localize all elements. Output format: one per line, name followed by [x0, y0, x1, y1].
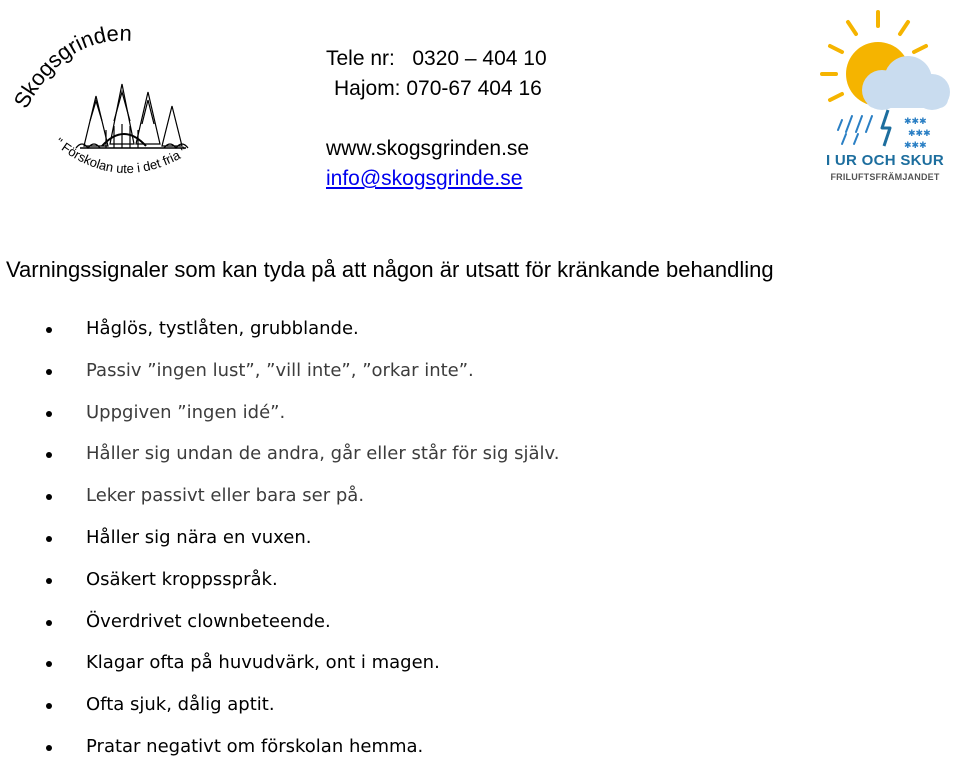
svg-text:✱✱✱: ✱✱✱ [904, 117, 927, 127]
list-item [0, 569, 559, 611]
list-item [0, 485, 559, 527]
list-item-text: Pratar negativt om förskolan hemma. [86, 735, 424, 757]
bullet-icon [46, 536, 52, 542]
brand-subtitle: FRILUFTSFRÄMJANDET [830, 172, 940, 182]
list-item [0, 652, 559, 694]
bullet-icon [46, 745, 52, 751]
list-item-text: Klagar ofta på huvudvärk, ont i magen. [86, 652, 440, 674]
sun-cloud-rain-icon [812, 4, 958, 150]
list-item [0, 611, 559, 653]
list-item-text: Ofta sjuk, dålig aptit. [86, 694, 275, 716]
phone-number: Tele nr: 0320 – 404 10 [326, 47, 547, 70]
contact-spacer [326, 104, 547, 134]
list-item-text: Uppgiven ”ingen idé”. [86, 401, 286, 423]
list-item [0, 736, 559, 778]
skogsgrinden-logo [14, 26, 214, 196]
svg-text:✱✱✱: ✱✱✱ [904, 141, 927, 150]
i-ur-och-skur-logo [812, 4, 958, 190]
bullet-icon [46, 452, 52, 458]
list-item-text: Håglös, tystlåten, grubblande. [86, 318, 359, 339]
list-item-text: Osäkert kroppsspråk. [86, 568, 278, 590]
brand-name: I UR OCH SKUR [825, 152, 945, 169]
list-item [0, 694, 559, 736]
list-item-text: Passiv ”ingen lust”, ”vill inte”, ”orkar inte”. [86, 359, 474, 381]
bullet-icon [46, 327, 52, 333]
email-link[interactable]: info@skogsgrinde.se [326, 167, 523, 190]
logo-arc-text: kogsgrinden [16, 26, 133, 100]
bullet-icon [46, 578, 52, 584]
warning-signs-list [0, 318, 559, 778]
list-item [0, 318, 559, 360]
list-item [0, 360, 559, 402]
mobile-number: Hajom: 070-67 404 16 [334, 77, 542, 100]
svg-text:✱✱✱: ✱✱✱ [908, 129, 931, 139]
page-title: Varningssignaler som kan tyda på att någon är utsatt för kränkande behandling [6, 257, 774, 282]
list-item-text: Håller sig nära en vuxen. [86, 526, 312, 548]
bullet-icon [46, 661, 52, 667]
trees-gate-icon [76, 84, 188, 148]
svg-text:Skogsgrinden [14, 26, 132, 112]
bullet-icon [46, 369, 52, 375]
bullet-icon [46, 703, 52, 709]
list-item [0, 527, 559, 569]
bullet-icon [46, 494, 52, 500]
bullet-icon [46, 411, 52, 417]
list-item-text: Överdrivet clownbeteende. [86, 610, 331, 632]
list-item [0, 402, 559, 444]
list-item-text: Håller sig undan de andra, går eller står för sig själv. [86, 443, 560, 465]
logo-tagline: " Förskolan ute i det fria " [52, 134, 190, 177]
list-item [0, 443, 559, 485]
bullet-icon [46, 620, 52, 626]
list-item-text: Leker passivt eller bara ser på. [86, 485, 365, 507]
contact-info [326, 44, 547, 194]
website-text: www.skogsgrinden.se [326, 137, 530, 160]
